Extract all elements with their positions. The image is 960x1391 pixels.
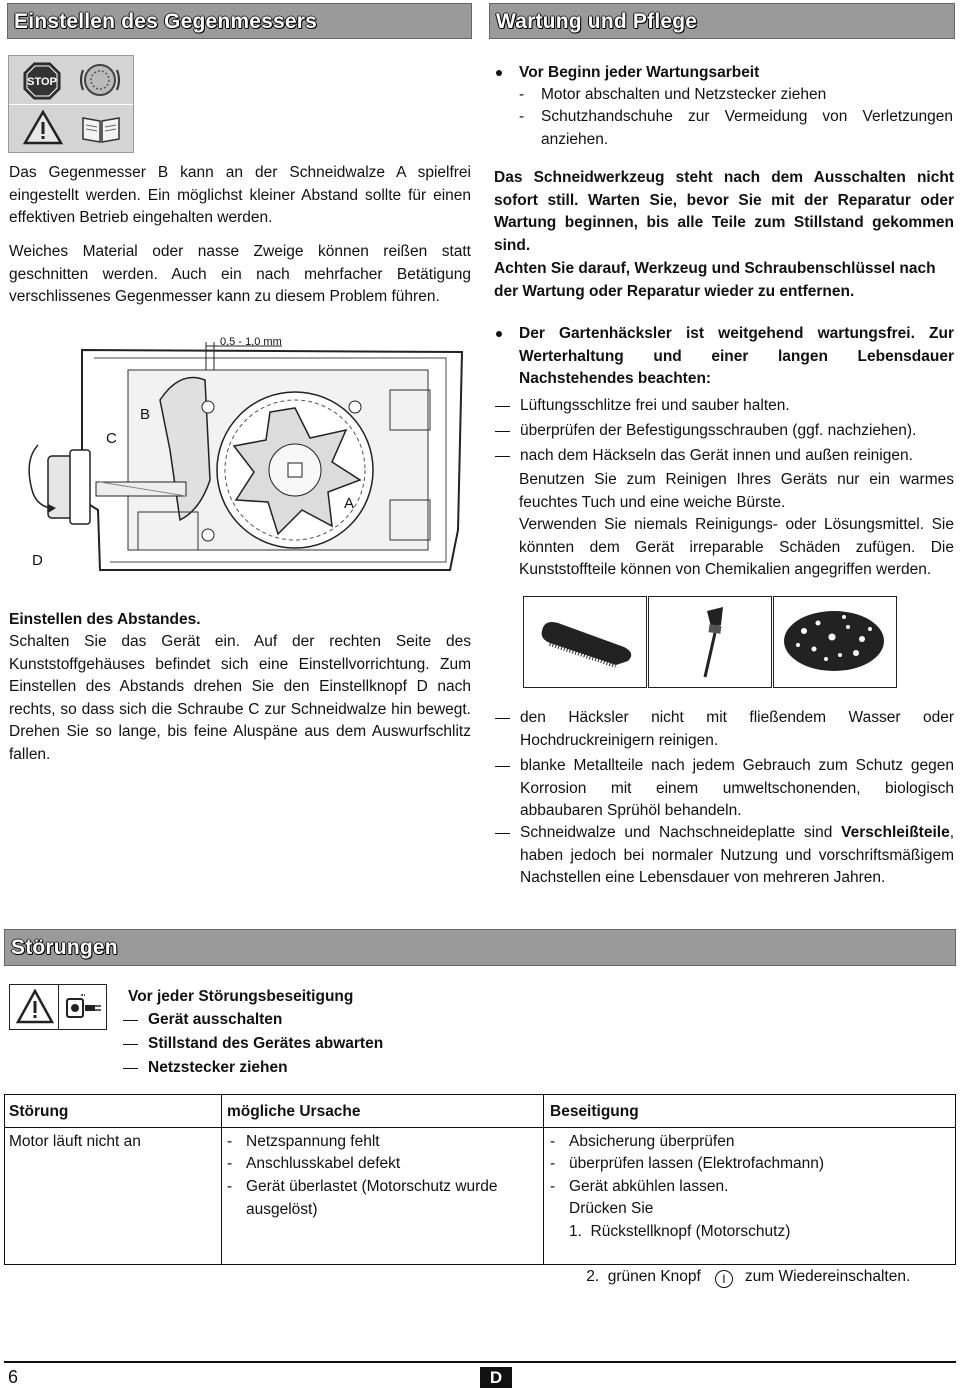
warning-icon xyxy=(16,989,54,1030)
language-badge: D xyxy=(480,1367,512,1388)
warning-icon xyxy=(23,110,63,146)
section-header-wartung xyxy=(489,3,955,39)
fault-icon-panel xyxy=(9,984,107,1030)
label-c: C xyxy=(106,430,117,447)
brush-icon xyxy=(523,596,647,688)
paintbrush-icon xyxy=(648,596,772,688)
footer-rule xyxy=(4,1361,956,1363)
section-title: Störungen xyxy=(11,936,118,959)
bullet-heading-1: Vor Beginn jeder Wartungsarbeit xyxy=(519,64,760,81)
warning-paragraph-2: Achten Sie darauf, Werkzeug und Schraubenschlüssel nach der Wartung oder Reparatur wieder zu entfernen. xyxy=(494,260,936,300)
table-header: mögliche Ursache xyxy=(227,1103,361,1120)
rotation-icon xyxy=(77,60,123,100)
remedy-step: 2. grünen Knopf I zum Wiedereinschalten. xyxy=(586,1267,911,1286)
label-d: D xyxy=(32,552,43,569)
table-cell-problem: Motor läuft nicht an xyxy=(9,1133,141,1150)
safety-icon-panel xyxy=(8,55,134,153)
sponge-icon xyxy=(773,596,897,688)
stop-icon xyxy=(23,62,61,100)
section-title: Einstellen des Gegenmessers xyxy=(14,10,318,33)
svg-text:STOP: STOP xyxy=(27,76,57,88)
setting-text: Schalten Sie das Gerät ein. Auf der rechten Seite des Kunststoffgehäuses befindet sich eine Einstellvorrichtung. Zum Einstellen des Abstands drehen Sie den Einstellknopf D nach rechts, so dass sich die Schraube C zur Schneidwalze hin bewegt. Drehen Sie so lange, bis feine Aluspäne aus dem Auswurfschlitz fallen. xyxy=(9,633,471,763)
cutter-adjustment-diagram xyxy=(10,330,470,575)
section-header-gegenmesser xyxy=(7,3,472,39)
fault-heading: Vor jeder Störungsbeseitigung xyxy=(128,988,354,1005)
unplug-icon xyxy=(65,991,103,1030)
section-title: Wartung und Pflege xyxy=(496,10,698,33)
fault-table: Störung mögliche Ursache Beseitigung Motor läuft nicht an - Netzspannung fehlt - Anschlusskabel defekt - Gerät überlastet (Motorschutz wurde ausgelöst) - Absicherung überprüfen - überprüfen lassen (Elektrofachmann) - Gerät abkühlen lassen. Drücken Sie 1. Rückstellknopf (Motorschutz) 2. grünen Knopf I zum Wiedereinschalten. xyxy=(4,1094,956,1266)
cleaning-tools-panel xyxy=(523,596,897,688)
remedy-press: Drücken Sie xyxy=(569,1200,654,1217)
power-on-symbol: I xyxy=(715,1270,733,1288)
intro-paragraph-1: Das Gegenmesser B kann an der Schneidwalze A spielfrei eingestellt werden. Ein möglichst kleiner Abstand sollte für einen effektiven Betrieb eingehalten werden. xyxy=(9,164,471,226)
label-b: B xyxy=(140,406,151,423)
cleaning-paragraph-2: Verwenden Sie niemals Reinigungs- oder Lösungsmittel. Sie könnten dem Gerät irreparable Schäden zufügen. Die Kunststoffteile können von Chemikalien angegriffen werden. xyxy=(519,516,954,578)
cleaning-paragraph-1: Benutzen Sie zum Reinigen Ihres Geräts nur ein warmes feuchtes Tuch und eine weiche Bürste. xyxy=(519,471,954,511)
bullet-icon xyxy=(496,331,502,337)
table-header: Störung xyxy=(9,1103,69,1120)
page-number: 6 xyxy=(8,1367,19,1387)
table-header: Beseitigung xyxy=(550,1103,639,1120)
bullet-heading-2: Der Gartenhäcksler ist weitgehend wartungsfrei. Zur Werterhaltung und einer langen Lebensdauer Nachstehendes beachten: xyxy=(519,325,954,387)
setting-heading: Einstellen des Abstandes. xyxy=(9,611,201,628)
bullet-icon xyxy=(496,70,502,76)
manual-icon xyxy=(81,114,121,144)
remedy-step: 1. Rückstellknopf (Motorschutz) xyxy=(569,1223,791,1240)
warning-paragraph-1: Das Schneidwerkzeug steht nach dem Ausschalten nicht sofort still. Warten Sie, bevor Sie mit der Reparatur oder Wartung beginnen, bis alle Teile zum Stillstand gekommen sind. xyxy=(494,169,954,254)
dimension-label: 0,5 - 1,0 mm xyxy=(220,336,282,348)
label-a: A xyxy=(344,495,355,512)
intro-paragraph-2: Weiches Material oder nasse Zweige können reißen statt geschnitten werden. Auch ein nach mehrfacher Betätigung verschlissenes Gegenmesser kann zu diesem Problem führen. xyxy=(9,243,471,305)
section-header-stoerungen xyxy=(4,929,956,966)
